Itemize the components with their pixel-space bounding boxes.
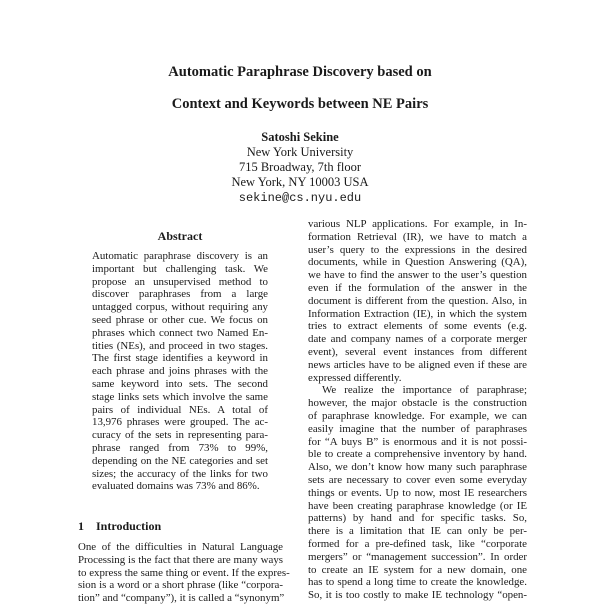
abstract-heading: Abstract [157, 229, 203, 243]
text-line: ble to create a comprehensive inventory by hand. [308, 448, 527, 461]
text-line: pairs of individual NEs. A total of [92, 403, 268, 416]
text-line: phrase ranged from 73% to 99%, [92, 441, 268, 454]
text-line: untagged corpus, without requiring any [92, 301, 268, 314]
text-line: date and company names of a corporate merger [308, 333, 527, 346]
text-line: have been creating paraphrase knowledge (or IE [308, 499, 527, 512]
text-line: stage links sets which involve the same [92, 390, 268, 403]
paper-title-line-1: Automatic Paraphrase Discovery based on [168, 64, 432, 80]
abstract-body [92, 250, 268, 493]
text-line: things or events. Up to now, most IE researchers [308, 486, 527, 499]
text-line: easily imagine that the number of paraphrases [308, 422, 527, 435]
text-line: we have to find the answer to the user’s question [308, 269, 527, 282]
paper-title-line-2: Context and Keywords between NE Pairs [171, 96, 429, 112]
text-line: Automatic paraphrase discovery is an [92, 250, 268, 262]
text-line: discover paraphrases from a large [92, 288, 268, 301]
text-line: sizes; the accuracy of the links for two [92, 467, 268, 480]
text-line: evaluated domains was 73% and 86%. [92, 480, 260, 493]
text-line: One of the difficulties in Natural Language [78, 541, 283, 553]
text-line: however, the major obstacle is the construction [308, 397, 527, 410]
author-name: Satoshi Sekine [261, 130, 339, 144]
text-line: has to spend a long time to create the knowledge. [308, 576, 527, 589]
text-line: documents, while in Question Answering (QA), [308, 256, 527, 269]
text-line: each phrase and joins phrases with the [92, 365, 268, 378]
text-line: user’s query to the expressions in the desired [308, 243, 527, 256]
text-line: document is different from the question. Also, in [308, 294, 527, 307]
intro-heading [78, 519, 161, 534]
text-line: formed for a pre-defined task, like “corporate [308, 537, 527, 550]
text-line: tities (NEs), and proceed in two stages. [92, 339, 268, 352]
text-line: important but challenging task. We [92, 262, 268, 275]
text-line: even if the formulation of the answer in the [308, 281, 527, 294]
right-column-body [308, 218, 527, 602]
text-line: sion is a word or a short phrase (like “corpora- [78, 579, 283, 592]
intro-body [78, 541, 290, 605]
text-line: propose an unsupervised method to [92, 275, 268, 288]
text-line: So, it is too costly to make IE technology “open- [308, 589, 527, 602]
text-line: there is a limitation that IE can only be per- [308, 525, 527, 538]
text-line: to express the same thing or event. If the expres- [78, 566, 290, 579]
author-address-2: New York, NY 10003 USA [231, 175, 369, 189]
text-line: of paraphrase knowledge. For example, we can [308, 409, 527, 422]
text-line: Also, we don’t know how many such paraphrase [308, 461, 527, 474]
text-line: for “A buys B” is enormous and it is not possi- [308, 435, 527, 448]
text-line: same keyword into sets. The second [92, 377, 268, 390]
text-line: formation Retrieval (IR), we have to match a [308, 230, 527, 243]
text-line: tries to extract elements of some events (e.g. [308, 320, 527, 333]
text-line: 13,976 phrases were grouped. The ac- [92, 416, 268, 429]
text-line: The first stage identifies a keyword in [92, 352, 268, 365]
text-line: event), several event instances from different [308, 345, 527, 358]
author-email: sekine@cs.nyu.edu [238, 191, 362, 205]
text-line: news articles have to be aligned even if these are [308, 358, 527, 371]
text-line: various NLP applications. For example, in In- [308, 218, 527, 230]
text-line: mergers” or “management succession”. In order [308, 550, 527, 563]
text-line: Information Extraction (IE), in which the system [308, 307, 527, 320]
text-line: seed phrase or other cue. We focus on [92, 313, 268, 326]
section-title: Introduction [96, 519, 162, 533]
text-line: sets are necessary to cover even some everyday [308, 473, 527, 486]
author-address-1: 715 Broadway, 7th floor [238, 160, 362, 174]
text-line: Processing is the fact that there are many ways [78, 553, 283, 566]
author-affiliation: New York University [246, 145, 354, 159]
text-line: phrases which connect two Named En- [92, 326, 268, 339]
text-line: expressed differently. [308, 371, 402, 384]
text-line: to create an IE system for a new domain, one [308, 563, 527, 576]
text-line: curacy of the sets in representing para- [92, 429, 268, 442]
text-line: We realize the importance of paraphrase; [322, 384, 527, 397]
text-line: tion” and “company”), it is called a “synonym” [78, 592, 285, 605]
text-line: patterns) by hand and for specific tasks. So, [308, 512, 527, 525]
text-line: depending on the NE categories and set [92, 454, 268, 467]
section-number: 1 [78, 519, 84, 533]
